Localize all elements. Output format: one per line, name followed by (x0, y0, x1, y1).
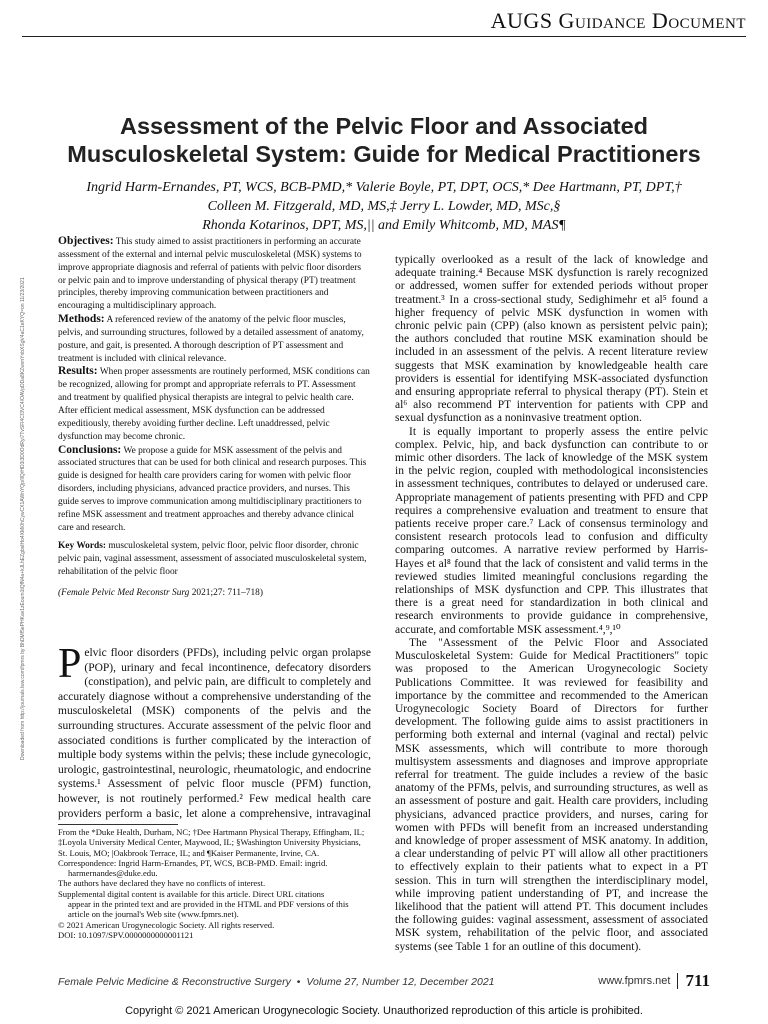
keywords-label: Key Words: (58, 541, 107, 552)
citation-journal: (Female Pelvic Med Reconstr Surg (58, 587, 190, 598)
download-watermark: Downloaded from http://journals.lww.com/fpmrs by BhDMf5ePHKav1zEoum1tQfN4a+kJLhEZgbsIHo4XMi0hCywCX1AWnYQp/IlQrHD3i3D0OdRyi7TvSFl4Cf3VC4/OAVpDDa8KZwvnYnbXSgV4aC1eKYQ=on 11/23/2021 (20, 277, 26, 760)
footnote-line: Correspondence: Ingrid Harm-Ernandes, PT, WCS, BCB-PMD. Email: ingrid. (58, 857, 328, 868)
footnote-line: DOI: 10.1097/SPV.0000000000001121 (58, 929, 194, 940)
abstract-objectives (58, 235, 371, 313)
abstract-keywords (58, 540, 371, 579)
drop-cap: P (58, 646, 82, 687)
citation-details: 2021;27: 711–718) (191, 587, 263, 598)
conclusions-label: Conclusions: (58, 443, 122, 456)
footer-page-info (598, 971, 710, 991)
results-text: When proper assessments are routinely performed, MSK conditions can be recognized, allowing for prompt and appropriate referrals to PT. Assessment and treatment by qualified physical therapists are integral to pelvic health care. After efficient medical assessment, MSK dysfunction can be addressed expeditiously, thereby avoiding further decline. Left unaddressed, pelvic dysfunction may become chronic. (58, 367, 370, 442)
methods-text: A referenced review of the anatomy of the pelvic floor muscles, pelvis, and surrounding structures, followed by a detailed assessment of anatomy, posture, and gait, is presented. A thorough description of PT assessment and treatment is included with clinical relevance. (58, 315, 364, 364)
methods-label: Methods: (58, 313, 105, 326)
footer-issue: Volume 27, Number 12, December 2021 (306, 976, 495, 988)
author-line: Colleen M. Fitzgerald, MD, MS,‡ Jerry L. Lowder, MD, MSc,§ (207, 199, 561, 214)
results-label: Results: (58, 365, 98, 378)
article-title: Assessment of the Pelvic Floor and Associated Musculoskeletal System: Guide for Medical Practitioners (67, 113, 701, 167)
abstract-methods (58, 313, 371, 365)
article-citation (58, 587, 371, 600)
footnotes (58, 827, 371, 940)
intro-paragraph: elvic floor disorders (PFDs), including pelvic organ prolapse (POP), urinary and fecal incontinence, defecatory disorders (constipation), and pelvic pain, are difficult to completely and accurately diagnose without a comprehensive understanding of the musculoskeletal (MSK) components of the pelvis and the surrounding structures. Accurate assessment of the pelvic floor and associated conditions is further complicated by the interaction of multiple body systems within the pelvis; these include gynecologic, urologic, gastrointestinal, neurologic, rheumatologic, and endocrine systems.¹ Assessment of pelvic floor muscle (PFM) function, however, is not routinely performed.² Few medical health care providers perform a basic, let alone a comprehensive, intravaginal (58, 647, 371, 820)
body-text-right-column (395, 254, 708, 966)
abstract (58, 235, 371, 600)
footnote-line: The authors have declared they have no conflicts of interest. (58, 878, 266, 889)
footer-journal-name: Female Pelvic Medicine & Reconstructive Surgery (58, 976, 291, 988)
body-paragraph: The "Assessment of the Pelvic Floor and Associated Musculoskeletal System: Guide for Medical Practitioners" topic was proposed to the American Urogynecologic Society Publications Committee. It was reviewed for feasibility and importance by the committee and recommended to the American Urogynecologic Society Board of Directors for further development. The following guide aims to assist practitioners in performing both external and internal (vaginal and rectal) pelvic MSK assessments, which will contribute to more thorough multisystem assessments and diagnoses and improve appropriate referral for treatment. The guide includes a review of the basic anatomy of the PFMs, pelvis, and surrounding structures, as well as an assessment of posture and gait. Health care providers, including physicians, advanced practice providers, and nurses, caring for women with PFDs will benefit from an increased understanding and knowledge of proper assessment of MSK anatomy. In addition, a clear understanding of pelvic PT will allow all other practitioners to effectively explain to their patients what to expect in a PT session. This in turn will strengthen the interdisciplinary model, while improving patient understanding of PT, and increase the likelihood that the patient will attend PT. This document includes the following guides: vaginal assessment, assessment of associated MSK system, rehabilitation of the pelvic floor, and associated systems (see Table 1 for an outline of this document). (395, 636, 708, 953)
footnote-line: harmernandes@duke.edu. (68, 868, 158, 879)
section-title: AUGS Guidance Document (490, 8, 746, 33)
author-line: Ingrid Harm-Ernandes, PT, WCS, BCB-PMD,* Valerie Boyle, PT, DPT, OCS,* Dee Hartmann, PT, DPT,† (86, 180, 682, 195)
footer-separator (677, 973, 678, 989)
keywords-text: musculoskeletal system, pelvic floor, pelvic floor disorder, chronic pelvic pain, vaginal assessment, assessment of associated musculoskeletal system, rehabilitation of the pelvic floor (58, 541, 367, 578)
footnote-line: © 2021 American Urogynecologic Society. All rights reserved. (58, 919, 275, 930)
abstract-results (58, 365, 371, 443)
header-rule (22, 36, 746, 37)
body-text-left-column (58, 646, 371, 822)
footnote-line: appear in the printed text and are provided in the HTML and PDF versions of this article on the journal's Web site (www.fpmrs.net). (68, 899, 349, 920)
page-number: 711 (685, 971, 710, 990)
footnote-line: From the *Duke Health, Durham, NC; †Dee Hartmann Physical Therapy, Effingham, IL; ‡Loyola University Medical Center, Maywood, IL; §Washington University Physicians, St. Louis, MO; |Oakbrook Terrace, IL; and ¶Kaiser Permanente, Irvine, CA. (58, 827, 365, 858)
author-list (40, 178, 728, 235)
body-paragraph: typically overlooked as a result of the lack of knowledge and adequate training.⁴ Because MSK dysfunction is rarely recognized or addressed, women suffer for extended periods without proper treatment.³ In a cross-sectional study, Sedighimehr et al⁵ found a higher frequency of pelvic MSK dysfunction in women with chronic pelvic pain (CPP) (also known as persistent pelvic pain); the authors concluded that routine MSK examination should be included in an assessment of the pelvis. A recent literature review suggests that MSK examination by knowledgeable health care providers is essential for identifying MSK-associated dysfunction and ensuring appropriate referral to physical therapy (PT). Stein et al⁶ also recommend PT intervention for patients with CPP and sexual dysfunction as a noninvasive treatment option. (395, 254, 708, 425)
footer-journal-info (58, 976, 495, 988)
conclusions-text: We propose a guide for MSK assessment of the pelvis and associated structures that can be used for both clinical and research purposes. This guide is designed for health care providers caring for women with pelvic floor disorders, including physicians, advanced practice providers, and nurses. This guide serves to improve communication among multidisciplinary practitioners to refine MSK assessment and treatment approaches and thereby advance clinical care and research. (58, 445, 367, 533)
footnote-rule (58, 824, 178, 825)
footer-url-link[interactable]: www.fpmrs.net (598, 975, 671, 987)
author-line: Rhonda Kotarinos, DPT, MS,|| and Emily Whitcomb, MD, MAS¶ (202, 218, 566, 233)
footer-bullet: • (296, 976, 301, 988)
abstract-conclusions (58, 444, 371, 535)
objectives-label: Objectives: (58, 235, 114, 247)
body-paragraph: It is equally important to properly assess the entire pelvic complex. Pelvic, hip, and back dysfunction can contribute to or mimic other disorders. The lack of knowledge of the MSK system in the pelvic region, coupled with methodological inconsistencies in assessment techniques, contributes to delayed or underused care. Appropriate management of patients presenting with PFD and CPP requires a comprehensive evaluation and treatment to ensure that patients receive proper care.⁷ Lack of consensus terminology and consistent research protocols lead to confusion and difficulty comparing outcomes. A narrative review performed by Harris-Hayes et al⁸ found that the lack of consistent and valid terms in the reviewed studies limited meaningful conclusions regarding the relationships of MSK dysfunction and CPP. This illustrates that there is a great need for standardization in both clinical and research environments to provide guidance in comprehensive, accurate, and comfortable MSK assessment.⁴,⁹,¹⁰ (395, 425, 708, 636)
objectives-text: This study aimed to assist practitioners in performing an accurate assessment of the external and internal pelvic musculoskeletal (MSK) systems to improve appropriate diagnosis and referral of patients with pelvic floor disorders or pelvic pain and to improve understanding of physical therapy (PT) treatment principles, thereby improving communication between practitioners and encouraging a multidisciplinary approach. (58, 237, 362, 312)
copyright-notice: Copyright © 2021 American Urogynecologic Society. Unauthorized reproduction of this article is prohibited. (125, 1005, 643, 1017)
footnote-line: Supplemental digital content is available for this article. Direct URL citations (58, 888, 325, 899)
